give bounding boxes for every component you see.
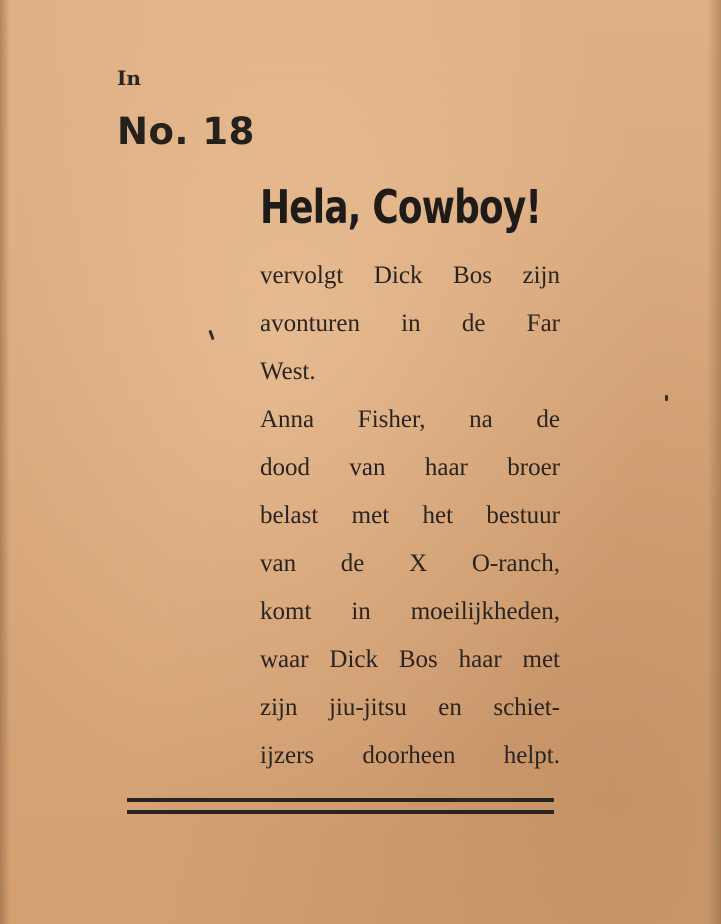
intro-text: In	[117, 66, 141, 90]
divider-rule-top	[127, 798, 554, 802]
synopsis-line: vervolgt Dick Bos zijn	[260, 262, 560, 289]
book-title: Hela, Cowboy!	[260, 180, 542, 234]
synopsis-line: komt in moeilijkheden,	[260, 598, 560, 625]
synopsis-line: Anna Fisher, na de	[260, 406, 560, 433]
synopsis-line: belast met het bestuur	[260, 502, 560, 529]
synopsis-line: waar Dick Bos haar met	[260, 646, 560, 673]
synopsis-line: dood van haar broer	[260, 454, 560, 481]
synopsis-line: zijn jiu-jitsu en schiet-	[260, 694, 560, 721]
synopsis-line: avonturen in de Far	[260, 310, 560, 337]
issue-number: No. 18	[117, 110, 255, 153]
paper-speck	[208, 330, 214, 340]
page-edge-right	[707, 0, 721, 924]
synopsis-line: van de X O-ranch,	[260, 550, 560, 577]
paper-speck	[665, 395, 668, 401]
synopsis	[260, 258, 560, 786]
page-edge-left	[0, 0, 10, 924]
synopsis-line: West.	[260, 358, 316, 385]
divider-rule-bottom	[127, 810, 554, 814]
synopsis-line: ijzers doorheen helpt.	[260, 742, 560, 769]
